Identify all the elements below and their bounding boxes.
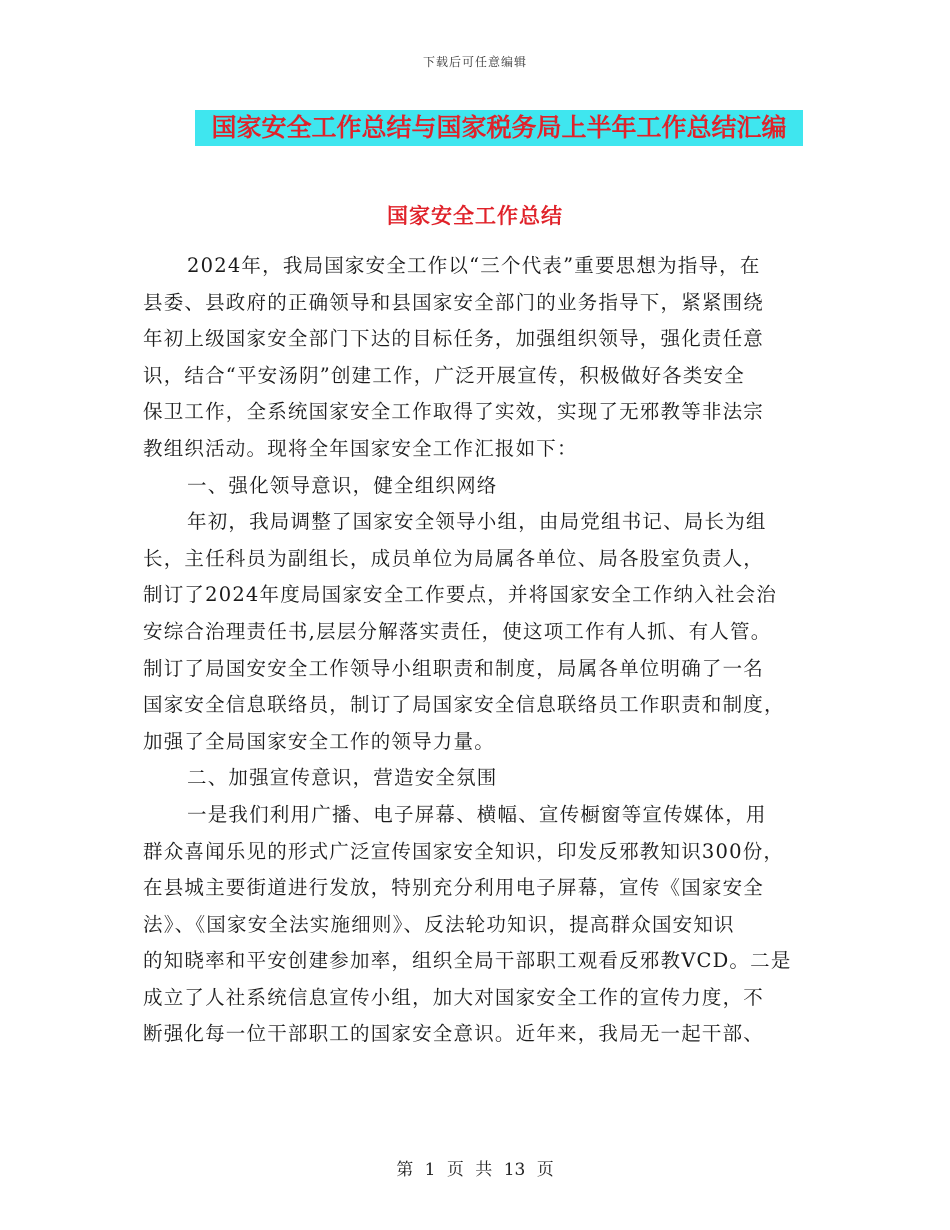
paragraph-line: 年初，我局调整了国家安全领导小组，由局党组书记、局长为组 bbox=[187, 510, 767, 534]
paragraph-line: 加强了全局国家安全工作的领导力量。 bbox=[143, 729, 495, 753]
subheading-1: 一、强化领导意识，健全组织网络 bbox=[187, 473, 498, 497]
paragraph-line: 一是我们利用广播、电子屏幕、横幅、宣传橱窗等宣传媒体，用 bbox=[187, 802, 767, 826]
paragraph-line: 国家安全信息联络员，制订了局国家安全信息联络员工作职责和制度， bbox=[143, 693, 785, 717]
paragraph-line: 成立了人社系统信息宣传小组，加大对国家安全工作的宣传力度，不 bbox=[143, 985, 765, 1009]
page-header-note: 下载后可任意编辑 bbox=[422, 55, 527, 69]
paragraph-line: 教组织活动。现将全年国家安全工作汇报如下： bbox=[143, 436, 578, 460]
subheading-2: 二、加强宣传意识，营造安全氛围 bbox=[187, 766, 498, 790]
document-body bbox=[143, 248, 808, 1053]
paragraph-line: 在县城主要街道进行发放，特别充分利用电子屏幕，宣传《国家安全 bbox=[143, 876, 765, 900]
paragraph-line: 保卫工作，全系统国家安全工作取得了实效，实现了无邪教等非法宗 bbox=[143, 400, 765, 424]
paragraph-line: 识，结合“平安汤阴”创建工作，广泛开展宣传，积极做好各类安全 bbox=[143, 363, 745, 387]
paragraph-line: 制订了2024年度局国家安全工作要点，并将国家安全工作纳入社会治 bbox=[143, 583, 778, 607]
document-title: 国家安全工作总结与国家税务局上半年工作总结汇编 bbox=[211, 113, 787, 142]
paragraph-line: 年初上级国家安全部门下达的目标任务，加强组织领导，强化责任意 bbox=[143, 327, 765, 351]
paragraph-line: 法》、《国家安全法实施细则》、反法轮功知识，提高群众国安知识 bbox=[143, 912, 735, 936]
paragraph-line: 断强化每一位干部职工的国家安全意识。近年来，我局无一起干部、 bbox=[143, 1022, 765, 1046]
paragraph-line: 制订了局国安安全工作领导小组职责和制度，局属各单位明确了一名 bbox=[143, 656, 765, 680]
page-number-footer: 第 1 页 共 13 页 bbox=[396, 1160, 554, 1180]
section-title: 国家安全工作总结 bbox=[387, 204, 563, 228]
paragraph-line: 的知晓率和平安创建参加率，组织全局干部职工观看反邪教VCD。二是 bbox=[143, 949, 792, 973]
paragraph-line: 长，主任科员为副组长，成员单位为局属各单位、局各股室负责人， bbox=[143, 546, 765, 570]
paragraph-line: 县委、县政府的正确领导和县国家安全部门的业务指导下，紧紧围绕 bbox=[143, 290, 765, 314]
paragraph-line: 2024年，我局国家安全工作以“三个代表”重要思想为指导，在 bbox=[187, 254, 761, 277]
paragraph-line: 群众喜闻乐见的形式广泛宣传国家安全知识，印发反邪教知识300份， bbox=[143, 839, 785, 863]
paragraph-line: 安综合治理责任书,层层分解落实责任，使这项工作有人抓、有人管。 bbox=[143, 619, 772, 643]
